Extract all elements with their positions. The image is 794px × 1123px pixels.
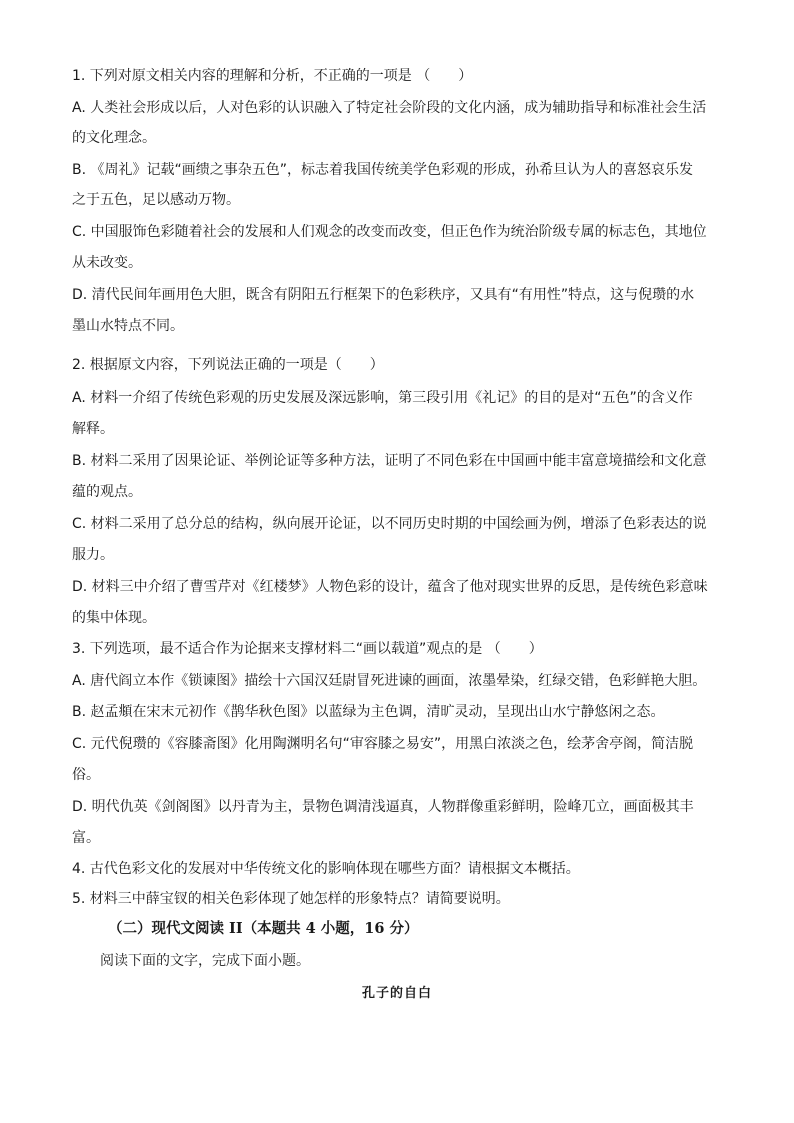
q1-option-b-line2: 之于五色，足以感动万物。: [72, 192, 240, 208]
q3-option-c-line1: C. 元代倪瓒的《容膝斋图》化用陶渊明名句“审容膝之易安”，用黑白浓淡之色，绘茅舍亭阁，简洁脱: [72, 736, 694, 752]
q2-option-c-line1: C. 材料二采用了总分总的结构，纵向展开论证，以不同历史时期的中国绘画为例，增添了色彩表达的说: [72, 516, 707, 532]
article-title: 孔子的自白: [361, 986, 432, 1001]
question-5: 5. 材料三中薛宝钗的相关色彩体现了她怎样的形象特点？请简要说明。: [72, 891, 510, 907]
q1-option-d-line2: 墨山水特点不同。: [72, 318, 184, 334]
reading-instruction: 阅读下面的文字，完成下面小题。: [100, 953, 310, 969]
q2-option-d-line1: D. 材料三中介绍了曹雪芹对《红楼梦》人物色彩的设计，蕴含了他对现实世界的反思，是传统色彩意味: [72, 579, 708, 595]
q2-option-a-line2: 解释。: [72, 421, 114, 437]
q3-option-b: B. 赵孟頫在宋末元初作《鹊华秋色图》以蓝绿为主色调，清旷灵动，呈现出山水宁静悠闲之态。: [72, 704, 665, 720]
question-4: 4. 古代色彩文化的发展对中华传统文化的影响体现在哪些方面？请根据文本概括。: [72, 861, 580, 877]
question-2-stem: 2. 根据原文内容，下列说法正确的一项是（ ）: [72, 357, 384, 373]
q2-option-c-line2: 服力。: [72, 547, 114, 563]
q1-option-b-line1: B. 《周礼》记载“画缋之事杂五色”，标志着我国传统美学色彩观的形成，孙希旦认为人的喜怒哀乐发: [72, 162, 694, 178]
q1-option-a-line1: A. 人类社会形成以后，人对色彩的认识融入了特定社会阶段的文化内涵，成为辅助指导和标准社会生活: [72, 100, 707, 116]
q3-option-d-line2: 富。: [72, 830, 100, 846]
q1-option-a-line2: 的文化理念。: [72, 130, 156, 146]
question-3-stem: 3. 下列选项，最不适合作为论据来支撑材料二“画以载道”观点的是 （ ）: [72, 641, 543, 657]
q3-option-c-line2: 俗。: [72, 767, 100, 783]
q2-option-d-line2: 的集中体现。: [72, 610, 156, 626]
q1-option-c-line1: C. 中国服饰色彩随着社会的发展和人们观念的改变而改变，但正色作为统治阶级专属的标志色，其地位: [72, 224, 707, 240]
q1-option-c-line2: 从未改变。: [72, 255, 142, 271]
q2-option-a-line1: A. 材料一介绍了传统色彩观的历史发展及深远影响，第三段引用《礼记》的目的是对“五色”的含义作: [72, 390, 693, 406]
q2-option-b-line1: B. 材料二采用了因果论证、举例论证等多种方法，证明了不同色彩在中国画中能丰富意境描绘和文化意: [72, 453, 707, 469]
q3-option-d-line1: D. 明代仇英《剑阁图》以丹青为主，景物色调清浅逼真，人物群像重彩鲜明，险峰兀立，画面极其丰: [72, 799, 694, 815]
q3-option-a: A. 唐代阎立本作《锁谏图》描绘十六国汉廷尉冒死进谏的画面，浓墨晕染，红绿交错，色彩鲜艳大胆。: [72, 673, 707, 689]
q1-option-d-line1: D. 清代民间年画用色大胆，既含有阴阳五行框架下的色彩秩序，又具有“有用性”特点，这与倪瓒的水: [72, 287, 695, 303]
section-heading: （二）现代文阅读 II（本题共 4 小题，16 分）: [108, 920, 419, 937]
q2-option-b-line2: 蕴的观点。: [72, 484, 142, 500]
question-1-stem: 1. 下列对原文相关内容的理解和分析，不正确的一项是 （ ）: [72, 68, 473, 84]
